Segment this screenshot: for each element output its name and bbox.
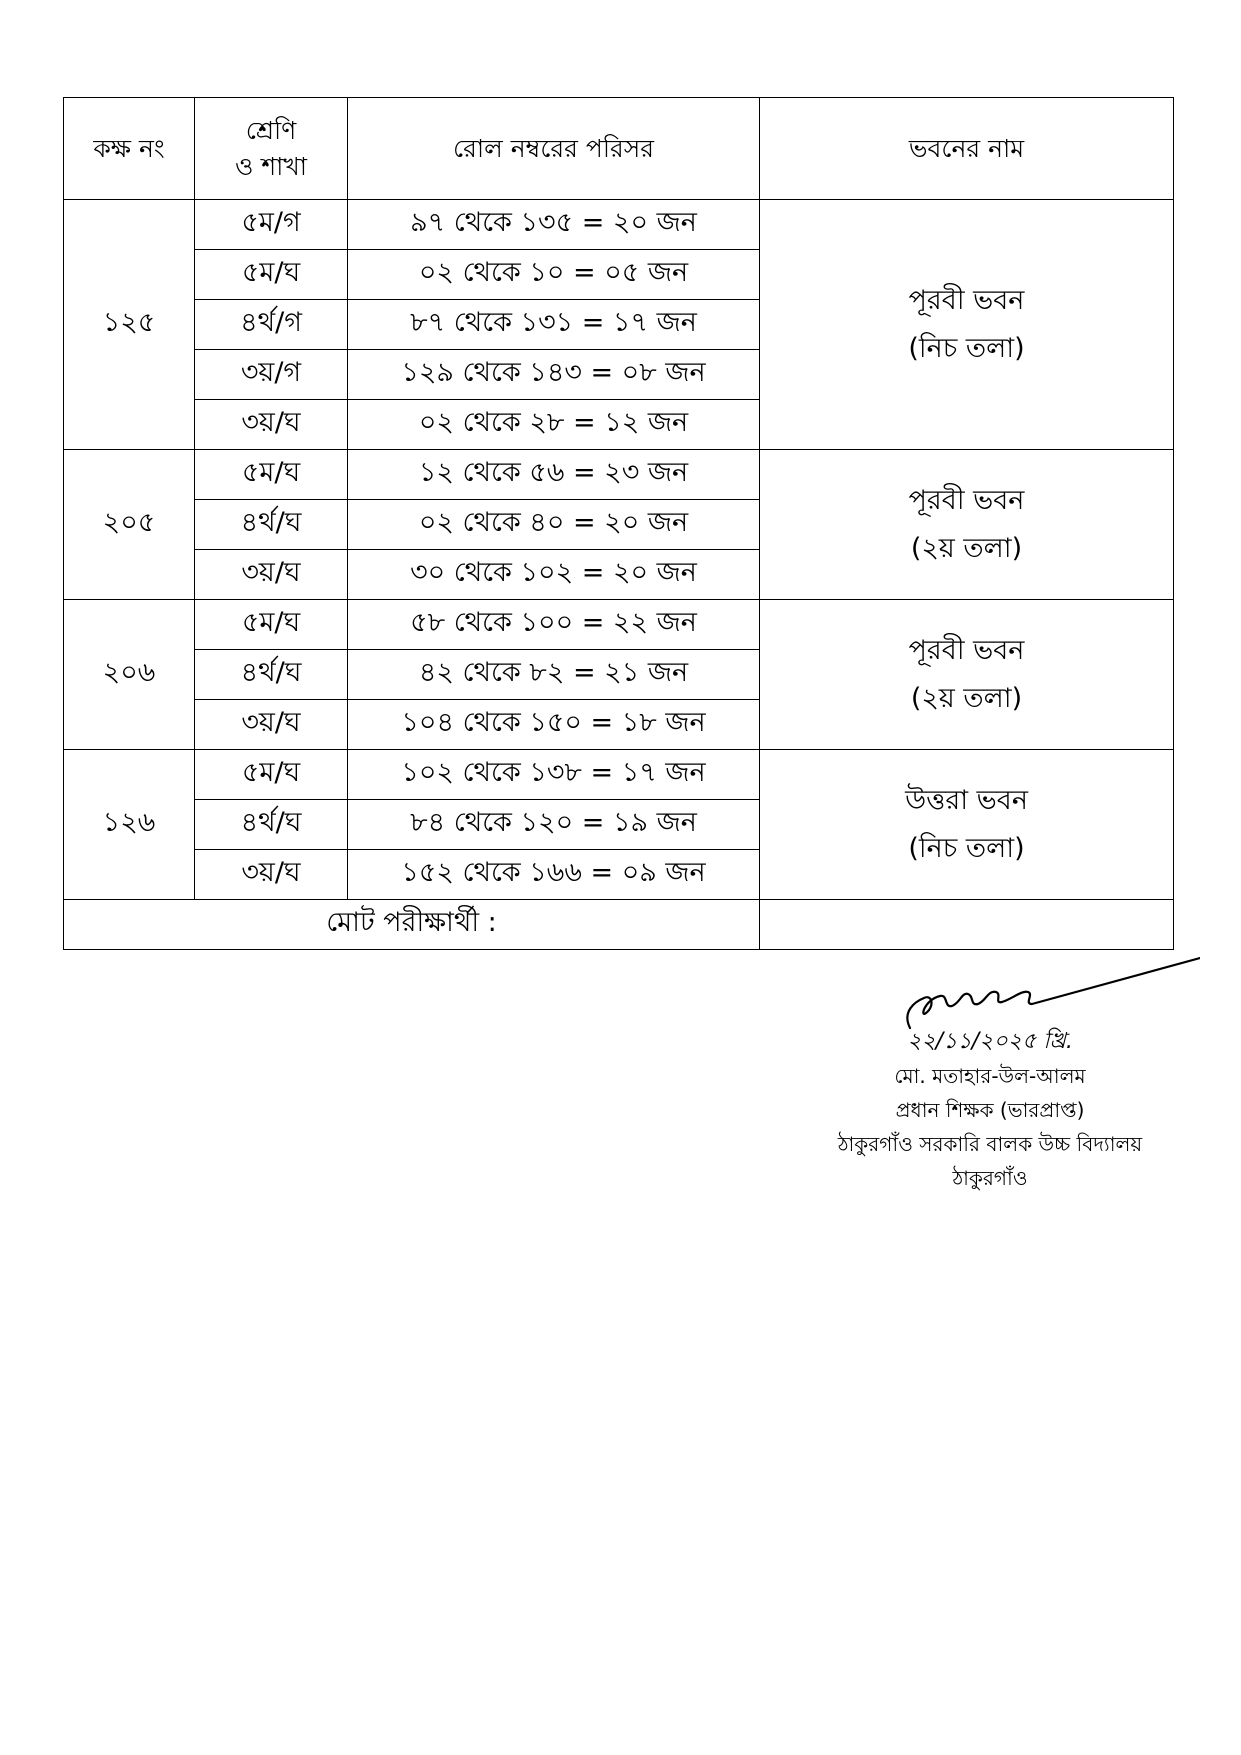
building-name-line1: পূরবী ভবন <box>908 484 1025 516</box>
roll-range: ১০৪ থেকে ১৫০ = ১৮ জন <box>348 700 760 750</box>
building-name-line1: পূরবী ভবন <box>908 284 1025 316</box>
table-row <box>64 750 1174 800</box>
class-section: ৫ম/ঘ <box>195 450 348 500</box>
class-section: ৫ম/ঘ <box>195 250 348 300</box>
signature-mark <box>840 920 1200 1040</box>
institution-name: ঠাকুরগাঁও সরকারি বালক উচ্চ বিদ্যালয় <box>837 1132 1143 1156</box>
building-name-line1: পূরবী ভবন <box>908 634 1025 666</box>
institution-location: ঠাকুরগাঁও <box>952 1166 1028 1190</box>
class-section: ৩য়/ঘ <box>195 400 348 450</box>
class-section: ৫ম/ঘ <box>195 750 348 800</box>
class-section: ৪র্থ/ঘ <box>195 650 348 700</box>
building-name <box>760 200 1174 450</box>
class-section: ৫ম/গ <box>195 200 348 250</box>
roll-range: ০২ থেকে ১০ = ০৫ জন <box>348 250 760 300</box>
class-section: ৫ম/ঘ <box>195 600 348 650</box>
roll-range: ১২৯ থেকে ১৪৩ = ০৮ জন <box>348 350 760 400</box>
signatory-name: মো. মতাহার-উল-আলম <box>894 1064 1086 1088</box>
class-header-line1: শ্রেণি <box>245 115 297 145</box>
class-section: ৪র্থ/ঘ <box>195 800 348 850</box>
signature-block <box>800 1025 1180 1195</box>
class-section: ৩য়/ঘ <box>195 850 348 900</box>
roll-range: ৯৭ থেকে ১৩৫ = ২০ জন <box>348 200 760 250</box>
roll-range: ০২ থেকে ২৮ = ১২ জন <box>348 400 760 450</box>
roll-range: ১২ থেকে ৫৬ = ২৩ জন <box>348 450 760 500</box>
room-number: ১২৬ <box>64 750 195 900</box>
signatory-designation: প্রধান শিক্ষক (ভারপ্রাপ্ত) <box>895 1098 1085 1122</box>
table-row <box>64 200 1174 250</box>
building-header: ভবনের নাম <box>760 98 1174 200</box>
building-floor: (২য় তলা) <box>910 532 1023 564</box>
roll-range: ৫৮ থেকে ১০০ = ২২ জন <box>348 600 760 650</box>
roll-header: রোল নম্বরের পরিসর <box>348 98 760 200</box>
roll-range: ১০২ থেকে ১৩৮ = ১৭ জন <box>348 750 760 800</box>
building-name <box>760 750 1174 900</box>
class-section: ৪র্থ/গ <box>195 300 348 350</box>
building-floor: (নিচ তলা) <box>908 332 1025 364</box>
room-header: কক্ষ নং <box>64 98 195 200</box>
roll-range: ১৫২ থেকে ১৬৬ = ০৯ জন <box>348 850 760 900</box>
header-row <box>64 98 1174 200</box>
signature-date: ২২/১১/২০২৫ খ্রি. <box>907 1029 1073 1054</box>
class-header <box>195 98 348 200</box>
building-floor: (২য় তলা) <box>910 682 1023 714</box>
total-label: মোট পরীক্ষার্থী : <box>64 900 760 950</box>
roll-range: ৮৪ থেকে ১২০ = ১৯ জন <box>348 800 760 850</box>
roll-range: ৩০ থেকে ১০২ = ২০ জন <box>348 550 760 600</box>
roll-range: ০২ থেকে ৪০ = ২০ জন <box>348 500 760 550</box>
class-header-line2: ও শাখা <box>234 151 308 181</box>
table-row <box>64 600 1174 650</box>
room-number: ২০৫ <box>64 450 195 600</box>
class-section: ৪র্থ/ঘ <box>195 500 348 550</box>
room-number: ১২৫ <box>64 200 195 450</box>
class-section: ৩য়/গ <box>195 350 348 400</box>
class-section: ৩য়/ঘ <box>195 700 348 750</box>
seat-plan-table <box>63 97 1174 950</box>
building-floor: (নিচ তলা) <box>908 832 1025 864</box>
roll-range: ৪২ থেকে ৮২ = ২১ জন <box>348 650 760 700</box>
room-number: ২০৬ <box>64 600 195 750</box>
building-name <box>760 450 1174 600</box>
roll-range: ৮৭ থেকে ১৩১ = ১৭ জন <box>348 300 760 350</box>
building-name <box>760 600 1174 750</box>
building-name-line1: উত্তরা ভবন <box>905 784 1028 816</box>
table-row <box>64 450 1174 500</box>
seat-table-body <box>64 200 1174 900</box>
class-section: ৩য়/ঘ <box>195 550 348 600</box>
